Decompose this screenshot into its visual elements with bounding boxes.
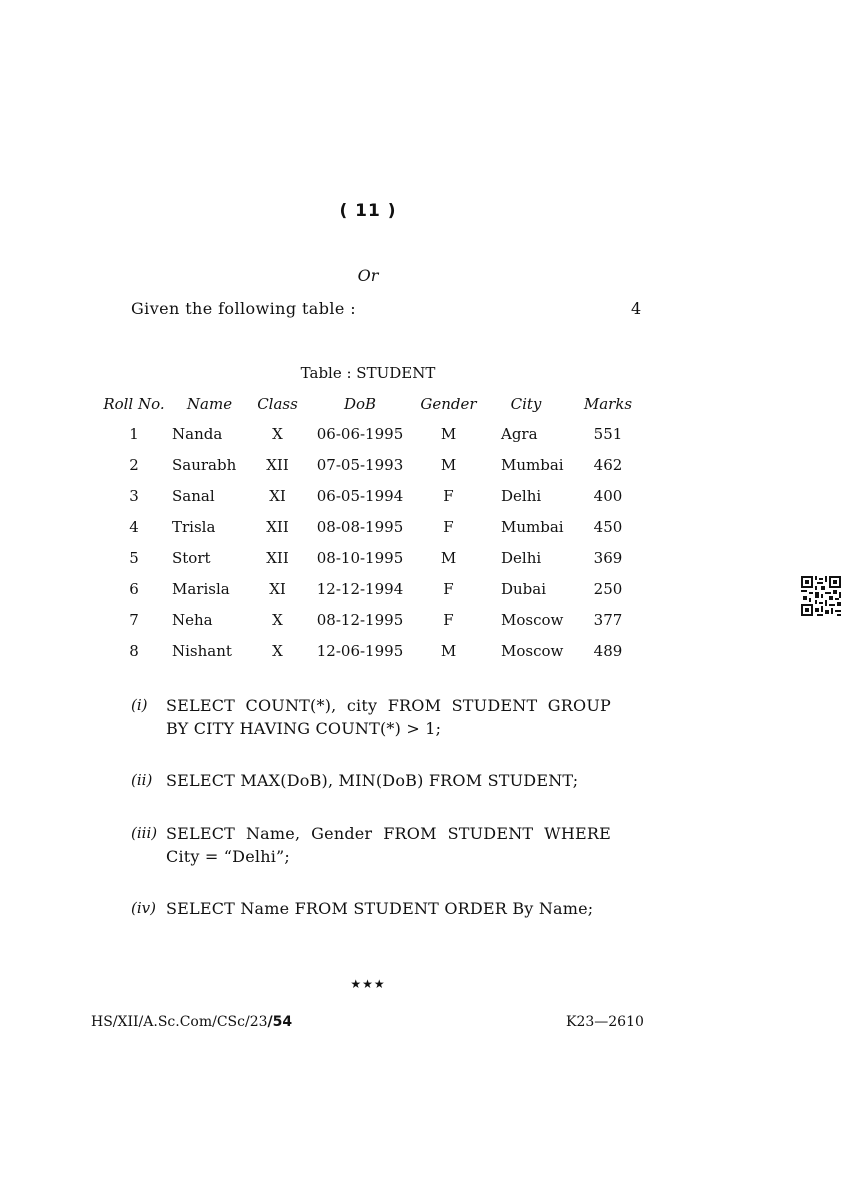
cell-gender: F bbox=[443, 579, 454, 598]
cell-gender: F bbox=[443, 610, 454, 629]
question-iv bbox=[131, 897, 611, 920]
question-marks: 4 bbox=[631, 299, 642, 318]
question-text: SELECT Name, Gender FROM STUDENT WHERE City = “Delhi”; bbox=[166, 824, 611, 866]
or-label: Or bbox=[357, 266, 379, 285]
cell-marks: 250 bbox=[593, 579, 623, 598]
question-iii bbox=[131, 822, 611, 868]
table-row bbox=[96, 573, 649, 604]
cell-name: Saurabh bbox=[172, 456, 237, 475]
cell-gender: F bbox=[443, 487, 454, 506]
cell-class: XII bbox=[266, 518, 289, 537]
cell-gender: M bbox=[440, 549, 457, 567]
table-header-row bbox=[96, 388, 649, 419]
cell-class: XI bbox=[269, 487, 286, 506]
cell-roll-no: 2 bbox=[129, 456, 139, 475]
cell-city: Moscow bbox=[501, 610, 564, 629]
cell-city: Delhi bbox=[501, 549, 542, 567]
cell-class: XII bbox=[266, 549, 289, 567]
cell-name: Nanda bbox=[172, 425, 223, 444]
question-text: SELECT Name FROM STUDENT ORDER By Name; bbox=[166, 899, 594, 918]
paper-ref: K23—2610 bbox=[566, 1014, 644, 1030]
question-ii bbox=[131, 769, 611, 792]
cell-marks: 450 bbox=[593, 518, 623, 537]
table-caption: Table : STUDENT bbox=[300, 364, 436, 382]
table-row bbox=[96, 543, 649, 574]
cell-roll-no: 1 bbox=[129, 425, 139, 444]
cell-city: Dubai bbox=[501, 579, 547, 598]
question-text: SELECT MAX(DoB), MIN(DoB) FROM STUDENT; bbox=[166, 771, 579, 790]
paper-code-text: HS/XII/A.Sc.Com/CSc/23 bbox=[91, 1014, 268, 1030]
cell-roll-no: 4 bbox=[129, 518, 139, 537]
cell-dob: 06-06-1995 bbox=[316, 425, 404, 444]
student-table bbox=[96, 388, 649, 666]
cell-marks: 462 bbox=[593, 456, 623, 475]
cell-dob: 07-05-1993 bbox=[316, 456, 404, 475]
cell-marks: 400 bbox=[593, 487, 623, 506]
end-stars: ★★★ bbox=[350, 977, 386, 991]
question-number: (iv) bbox=[131, 899, 156, 917]
cell-roll-no: 5 bbox=[129, 549, 139, 567]
cell-marks: 489 bbox=[593, 641, 623, 660]
cell-name: Trisla bbox=[172, 518, 216, 537]
cell-name: Stort bbox=[172, 549, 211, 567]
header-city: City bbox=[510, 394, 542, 413]
qr-code-icon bbox=[801, 576, 841, 616]
header-gender: Gender bbox=[420, 394, 477, 413]
cell-marks: 551 bbox=[593, 425, 623, 444]
header-roll-no: Roll No. bbox=[103, 394, 165, 413]
cell-class: XII bbox=[266, 456, 289, 475]
cell-roll-no: 3 bbox=[129, 487, 139, 506]
table-row bbox=[96, 635, 649, 666]
question-number: (ii) bbox=[131, 771, 153, 789]
cell-class: XI bbox=[269, 579, 286, 598]
cell-city: Delhi bbox=[501, 487, 542, 506]
cell-dob: 08-10-1995 bbox=[316, 549, 404, 567]
cell-dob: 08-08-1995 bbox=[316, 518, 404, 537]
table-row bbox=[96, 512, 649, 543]
cell-city: Moscow bbox=[501, 641, 564, 660]
cell-gender: M bbox=[440, 641, 457, 660]
cell-gender: F bbox=[443, 518, 454, 537]
header-name: Name bbox=[186, 394, 233, 413]
cell-city: Mumbai bbox=[501, 456, 564, 475]
cell-dob: 12-12-1994 bbox=[316, 579, 404, 598]
cell-gender: M bbox=[440, 425, 457, 444]
table-row bbox=[96, 481, 649, 512]
cell-name: Marisla bbox=[172, 579, 230, 598]
cell-name: Nishant bbox=[172, 641, 232, 660]
question-number: (i) bbox=[131, 696, 148, 714]
cell-marks: 377 bbox=[593, 610, 623, 629]
cell-city: Mumbai bbox=[501, 518, 564, 537]
question-number: (iii) bbox=[131, 824, 158, 842]
question-text: SELECT COUNT(*), city FROM STUDENT GROUP BY CITY HAVING COUNT(*) > 1; bbox=[166, 696, 611, 738]
paper-code-bold: /54 bbox=[267, 1014, 293, 1030]
question-intro: Given the following table : bbox=[131, 299, 357, 318]
cell-roll-no: 6 bbox=[129, 579, 139, 598]
question-i bbox=[131, 694, 611, 740]
cell-gender: M bbox=[440, 456, 457, 475]
header-marks: Marks bbox=[583, 394, 633, 413]
cell-roll-no: 8 bbox=[129, 641, 139, 660]
table-row bbox=[96, 604, 649, 635]
paper-code bbox=[91, 1014, 292, 1030]
page-number: ( 11 ) bbox=[339, 201, 397, 221]
cell-class: X bbox=[272, 610, 283, 629]
cell-name: Sanal bbox=[172, 487, 215, 506]
cell-dob: 12-06-1995 bbox=[316, 641, 404, 660]
header-dob: DoB bbox=[343, 394, 377, 413]
header-class: Class bbox=[257, 394, 298, 413]
cell-class: X bbox=[272, 425, 283, 444]
cell-city: Agra bbox=[501, 425, 538, 444]
table-row bbox=[96, 419, 649, 450]
cell-marks: 369 bbox=[593, 549, 623, 567]
cell-dob: 08-12-1995 bbox=[316, 610, 404, 629]
cell-name: Neha bbox=[172, 610, 213, 629]
table-row bbox=[96, 450, 649, 481]
cell-dob: 06-05-1994 bbox=[316, 487, 404, 506]
cell-roll-no: 7 bbox=[129, 610, 139, 629]
cell-class: X bbox=[272, 641, 283, 660]
